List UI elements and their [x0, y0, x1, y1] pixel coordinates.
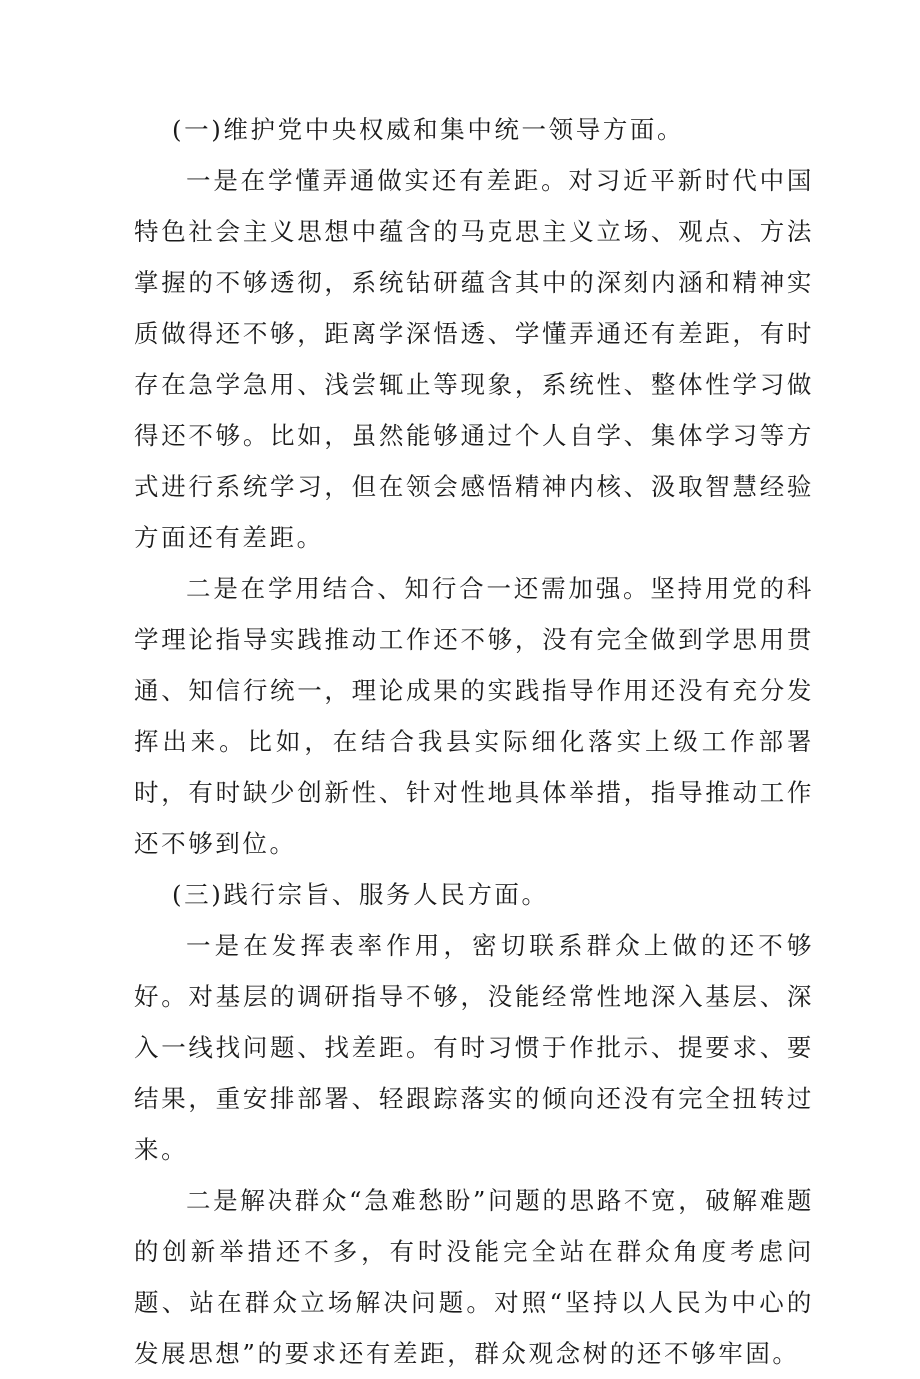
document-body: [134, 104, 814, 1379]
paragraph-3: 一是在发挥表率作用，密切联系群众上做的还不够好。对基层的调研指导不够，没能经常性地深入基层、深入一线找问题、找差距。有时习惯于作批示、提要求、要结果，重安排部署、轻跟踪落实的倾向还没有完全扭转过来。: [134, 931, 814, 1164]
section-heading-1: (一)维护党中央权威和集中统一领导方面。: [172, 115, 685, 144]
paragraph-2: 二是在学用结合、知行合一还需加强。坚持用党的科学理论指导实践推动工作还不够，没有完全做到学思用贯通、知信行统一，理论成果的实践指导作用还没有充分发挥出来。比如，在结合我县实际细化落实上级工作部署时，有时缺少创新性、针对性地具体举措，指导推动工作还不够到位。: [134, 574, 814, 858]
paragraph-1: 一是在学懂弄通做实还有差距。对习近平新时代中国特色社会主义思想中蕴含的马克思主义立场、观点、方法掌握的不够透彻，系统钻研蕴含其中的深刻内涵和精神实质做得还不够，距离学深悟透、学懂弄通还有差距，有时存在急学急用、浅尝辄止等现象，系统性、整体性学习做得还不够。比如，虽然能够通过个人自学、集体学习等方式进行系统学习，但在领会感悟精神内核、汲取智慧经验方面还有差距。: [134, 166, 814, 552]
section-heading-2: (三)践行宗旨、服务人民方面。: [172, 880, 549, 909]
paragraph-4: 二是解决群众“急难愁盼”问题的思路不宽，破解难题的创新举措还不多，有时没能完全站在群众角度考虑问题、站在群众立场解决问题。对照“坚持以人民为中心的发展思想”的要求还有差距，群众观念树的还不够牢固。: [134, 1186, 814, 1368]
